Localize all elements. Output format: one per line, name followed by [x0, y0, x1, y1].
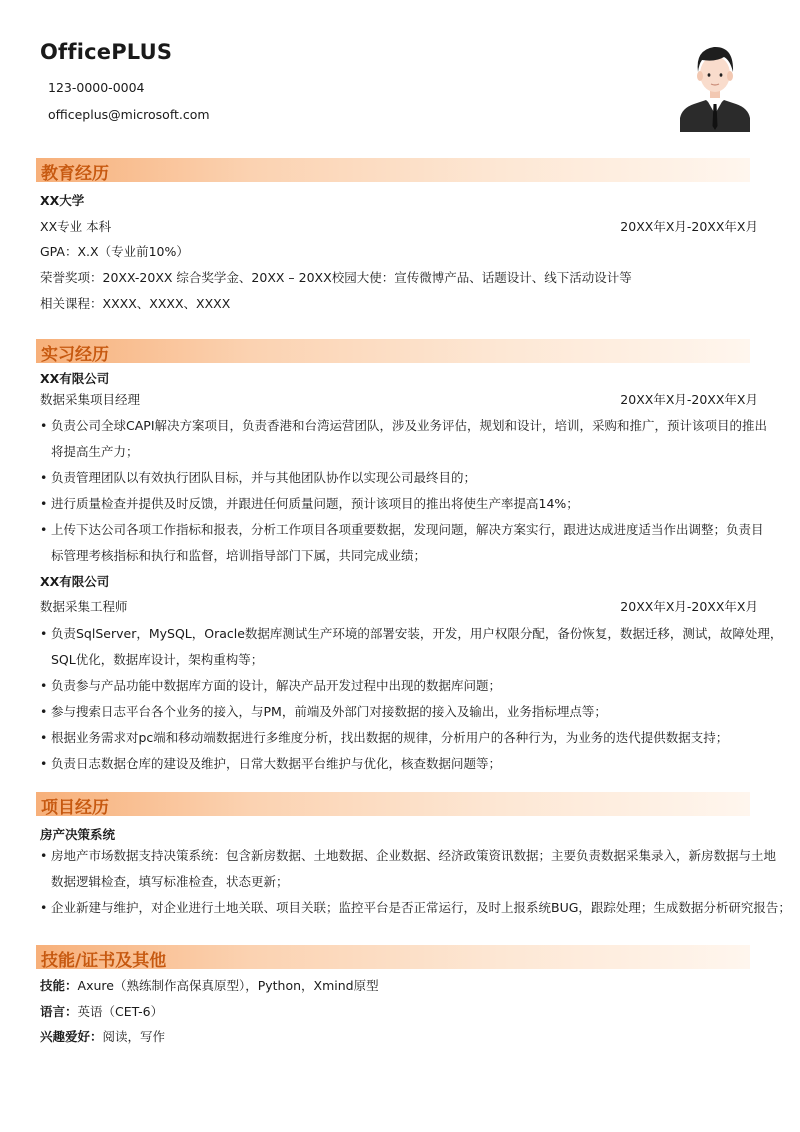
list-item [40, 728, 768, 748]
job-dates: 20XX年X月-20XX年X月 [620, 392, 758, 407]
phone-number: 123-0000-0004 [48, 80, 145, 95]
bullet-icon: • [40, 470, 48, 485]
job-role: 数据采集工程师 [40, 599, 128, 614]
avatar-icon [680, 42, 750, 132]
major-degree: XX专业 本科 [40, 219, 112, 234]
list-item-text: 参与搜索日志平台各个业务的接入，与PM，前端及外部门对接数据的接入及输出，业务指标埋点等； [51, 704, 607, 719]
bullet-icon: • [40, 678, 48, 693]
education-dates: 20XX年X月-20XX年X月 [620, 219, 758, 234]
list-item [40, 754, 768, 774]
skills-value: Axure（熟练制作高保真原型），Python，Xmind原型 [77, 978, 379, 993]
bullet-icon: • [40, 418, 48, 433]
list-item-continuation: SQL优化，数据库设计，架构重构等； [51, 652, 264, 667]
internship-section-header [36, 339, 750, 363]
projects-section-title: 项目经历 [41, 798, 109, 818]
hobby-value: 阅读，写作 [102, 1029, 166, 1044]
skills-section-title: 技能/证书及其他 [41, 951, 167, 971]
education-section-title: 教育经历 [41, 164, 109, 184]
bullet-icon: • [40, 900, 48, 915]
education-major-row [40, 217, 758, 237]
list-item-text: 上传下达公司各项工作指标和报表，分析工作项目各项重要数据，发现问题，解决方案实行，跟进达成进度适当作出调整；负责目 [51, 522, 764, 537]
language-value: 英语（CET-6） [77, 1004, 164, 1019]
job-role-row [40, 390, 758, 410]
list-item-text: 房地产市场数据支持决策系统：包含新房数据、土地数据、企业数据、经济政策资讯数据；主要负责数据采集录入，新房数据与土地 [51, 848, 777, 863]
list-item [40, 624, 783, 644]
bullet-icon: • [40, 730, 48, 745]
list-item-text: 负责管理团队以有效执行团队目标，并与其他团队协作以实现公司最终目的； [51, 470, 477, 485]
list-item [40, 520, 768, 540]
list-item-text: 企业新建与维护，对企业进行土地关联、项目关联；监控平台是否正常运行，及时上报系统BUG，跟踪处理；生成数据分析研究报告； [51, 900, 791, 915]
bullet-icon: • [40, 626, 48, 641]
school-name: XX大学 [40, 193, 85, 208]
list-item-continuation: 数据逻辑检查，填写标准检查，状态更新； [51, 874, 289, 889]
list-item [40, 702, 768, 722]
job-role: 数据采集项目经理 [40, 392, 141, 407]
courses: 相关课程：XXXX、XXXX、XXXX [40, 296, 231, 311]
company-name: XX有限公司 [40, 371, 110, 386]
bullet-icon: • [40, 496, 48, 511]
candidate-name: OfficePLUS [40, 40, 173, 64]
list-item-text: 负责公司全球CAPI解决方案项目，负责香港和台湾运营团队，涉及业务评估，规划和设计，培训，采购和推广，预计该项目的推出 [51, 418, 768, 433]
list-item [40, 898, 791, 918]
job-role-row [40, 597, 758, 617]
hobby-row [40, 1027, 758, 1047]
hobby-label: 兴趣爱好： [40, 1029, 103, 1044]
honors: 荣誉奖项：20XX-20XX 综合奖学金、20XX – 20XX校园大使：宣传微博产品、话题设计、线下活动设计等 [40, 270, 632, 285]
list-item [40, 468, 768, 488]
language-label: 语言： [40, 1004, 78, 1019]
list-item [40, 494, 768, 514]
bullet-icon: • [40, 848, 48, 863]
skills-label: 技能： [40, 978, 78, 993]
job-dates: 20XX年X月-20XX年X月 [620, 599, 758, 614]
list-item [40, 846, 777, 866]
email-address: officeplus@microsoft.com [48, 107, 210, 122]
projects-section-header [36, 792, 750, 816]
skills-section-header [36, 945, 750, 969]
language-row [40, 1002, 758, 1022]
list-item [40, 416, 768, 436]
list-item-text: 负责参与产品功能中数据库方面的设计，解决产品开发过程中出现的数据库问题； [51, 678, 502, 693]
internship-section-title: 实习经历 [41, 345, 109, 365]
list-item-continuation: 将提高生产力； [51, 444, 139, 459]
company-name: XX有限公司 [40, 574, 110, 589]
list-item [40, 676, 768, 696]
list-item-text: 进行质量检查并提供及时反馈，并跟进任何质量问题，预计该项目的推出将使生产率提高14%； [51, 496, 579, 511]
bullet-icon: • [40, 756, 48, 771]
skills-row [40, 976, 758, 996]
list-item-text: 负责日志数据仓库的建设及维护，日常大数据平台维护与优化，核查数据问题等； [51, 756, 502, 771]
list-item-text: 负责SqlServer，MySQL，Oracle数据库测试生产环境的部署安装，开发，用户权限分配，备份恢复，数据迁移，测试，故障处理， [51, 626, 783, 641]
gpa: GPA：X.X（专业前10%） [40, 244, 189, 259]
list-item-text: 根据业务需求对pc端和移动端数据进行多维度分析，找出数据的规律，分析用户的各种行为，为业务的迭代提供数据支持； [51, 730, 729, 745]
list-item-continuation: 标管理考核指标和执行和监督，培训指导部门下属，共同完成业绩； [51, 548, 427, 563]
bullet-icon: • [40, 522, 48, 537]
project-name: 房产决策系统 [40, 827, 116, 842]
bullet-icon: • [40, 704, 48, 719]
education-section-header [36, 158, 750, 182]
